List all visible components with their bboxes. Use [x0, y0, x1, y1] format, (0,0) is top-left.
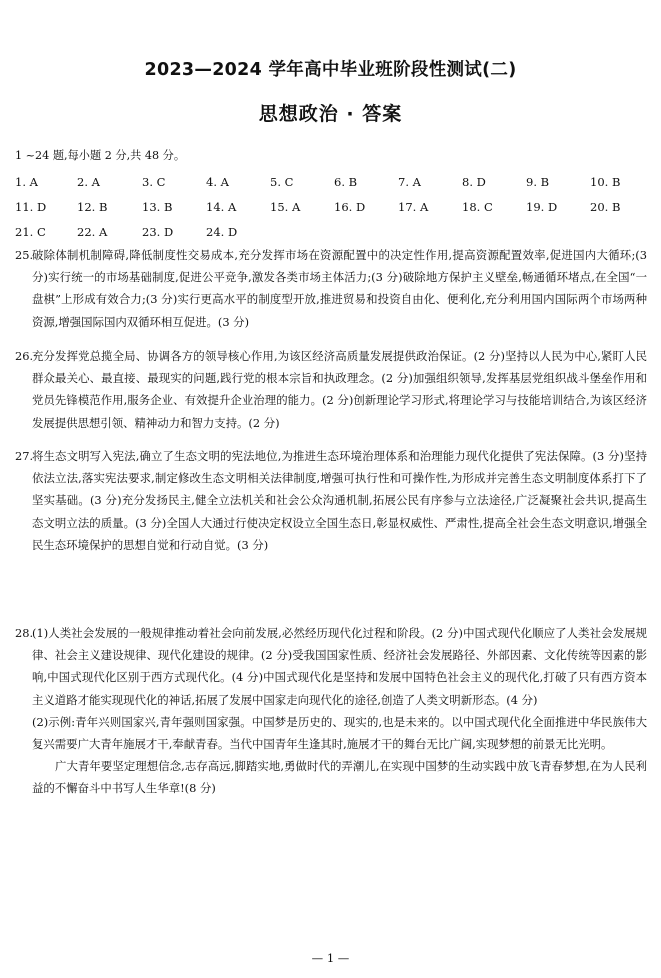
answer-item: 18. C: [462, 200, 493, 214]
page-title: 2023—2024 学年高中毕业班阶段性测试(二): [144, 60, 517, 80]
answer-item: 23. D: [142, 225, 174, 239]
answer-item: 4. A: [206, 175, 229, 189]
answer-item: 21. C: [15, 225, 46, 239]
answer-item: 11. D: [15, 200, 47, 214]
answer-item: 5. C: [270, 175, 294, 189]
answer-item: 3. C: [142, 175, 166, 189]
answer-part-1: (1)人类社会发展的一般规律推动着社会向前发展,必然经历现代化过程和阶段。(2 分)中国式现代化顺应了人类社会发展规律、社会主义建设规律、现代化建设的规律。(2 分)受我国国家性质、经济社会发展路径、外部因素、文化传统等因素的影响,中国式现代化区别于西方式现代化。(4 分)中国式现代化是坚持和发展中国特色社会主义的现代化,打破了只有西方资本主义道路才能实现现代化的神话,拓展了发展中国家走向现代化的途径,创造了人类文明新形态。(4 分): [32, 626, 647, 707]
answer-row: [15, 175, 655, 193]
answer-text: 充分发挥党总揽全局、协调各方的领导核心作用,为该区经济高质量发展提供政治保证。(2 分)坚持以人民为中心,紧盯人民群众最关心、最直接、最现实的问题,践行党的根本宗旨和执政理念。(2 分)加强组织领导,发挥基层党组织战斗堡垒作用和党员先锋模范作用,服务企业、有效提升企业治理的能力。(2 分)创新理论学习形式,将理论学习与技能培训结合,为该区经济发展提供思想引领、精神动力和智力支持。(2 分): [32, 349, 647, 430]
answer-part-2: (2)示例:青年兴则国家兴,青年强则国家强。中国梦是历史的、现实的,也是未来的。以中国式现代化全面推进中华民族伟大复兴需要广大青年施展才干,奉献青春。当代中国青年生逢其时,施展才干的舞台无比广阔,实现梦想的前景无比光明。: [32, 714, 647, 752]
answer-item: 19. D: [526, 200, 558, 214]
answer-item: 7. A: [398, 175, 421, 189]
multiple-choice-heading: 1 ~24 题,每小题 2 分,共 48 分。: [15, 149, 186, 162]
answer-item: 12. B: [77, 200, 108, 214]
answer-item: 20. B: [590, 200, 621, 214]
answer-item: 6. B: [334, 175, 358, 189]
answer-part-2-continued: 广大青年要坚定理想信念,志存高远,脚踏实地,勇做时代的弄潮儿,在实现中国梦的生动实践中放飞青春梦想,在为人民利益的不懈奋斗中书写人生华章!(8 分): [32, 759, 647, 796]
question-27-answer: [15, 445, 647, 556]
answer-row: [15, 200, 655, 218]
question-number: 26.: [15, 349, 34, 363]
answer-item: 9. B: [526, 175, 550, 189]
question-number: 27.: [15, 449, 34, 463]
answer-item: 13. B: [142, 200, 173, 214]
question-28-answer: [15, 622, 647, 800]
answer-text: 将生态文明写入宪法,确立了生态文明的宪法地位,为推进生态环境治理体系和治理能力现代化提供了宪法保障。(3 分)坚持依法立法,落实宪法要求,制定修改生态文明相关法律制度,增强可执行性和可操作性,为形成并完善生态文明制度体系打下了坚实基础。(3 分)充分发扬民主,健全立法机关和社会公众沟通机制,拓展公民有序参与立法途径,广泛凝聚社会共识,提高生态文明立法的质量。(3 分)全国人大通过行使决定权设立全国生态日,彰显权威性、严肃性,提高全社会生态文明意识,增强全民生态环境保护的思想自觉和行动自觉。(3 分): [32, 449, 647, 552]
answer-text: 破除体制机制障碍,降低制度性交易成本,充分发挥市场在资源配置中的决定性作用,提高资源配置效率,促进国内大循环;(3 分)实行统一的市场基础制度,促进公平竞争,激发各类市场主体活力;(3 分)破除地方保护主义壁垒,畅通循环堵点,在全国“一盘棋”上形成有效合力;(3 分)实行更高水平的制度型开放,推进贸易和投资自由化、便利化,充分利用国内国际两个市场两种资源,增强国际国内双循环相互促进。(3 分): [32, 248, 647, 329]
question-number: 25.: [15, 248, 34, 262]
question-number: 28.: [15, 626, 34, 640]
answer-item: 1. A: [15, 175, 38, 189]
question-25-answer: [15, 244, 647, 333]
answer-item: 17. A: [398, 200, 429, 214]
answer-item: 8. D: [462, 175, 486, 189]
answer-row: [15, 225, 655, 243]
answer-item: 16. D: [334, 200, 366, 214]
answer-item: 24. D: [206, 225, 238, 239]
answer-item: 10. B: [590, 175, 621, 189]
question-26-answer: [15, 345, 647, 434]
answer-item: 14. A: [206, 200, 237, 214]
answer-item: 15. A: [270, 200, 301, 214]
page-subtitle: 思想政治 · 答案: [258, 103, 403, 125]
answer-item: 2. A: [77, 175, 100, 189]
page-number: — 1 —: [311, 951, 350, 965]
answer-item: 22. A: [77, 225, 108, 239]
